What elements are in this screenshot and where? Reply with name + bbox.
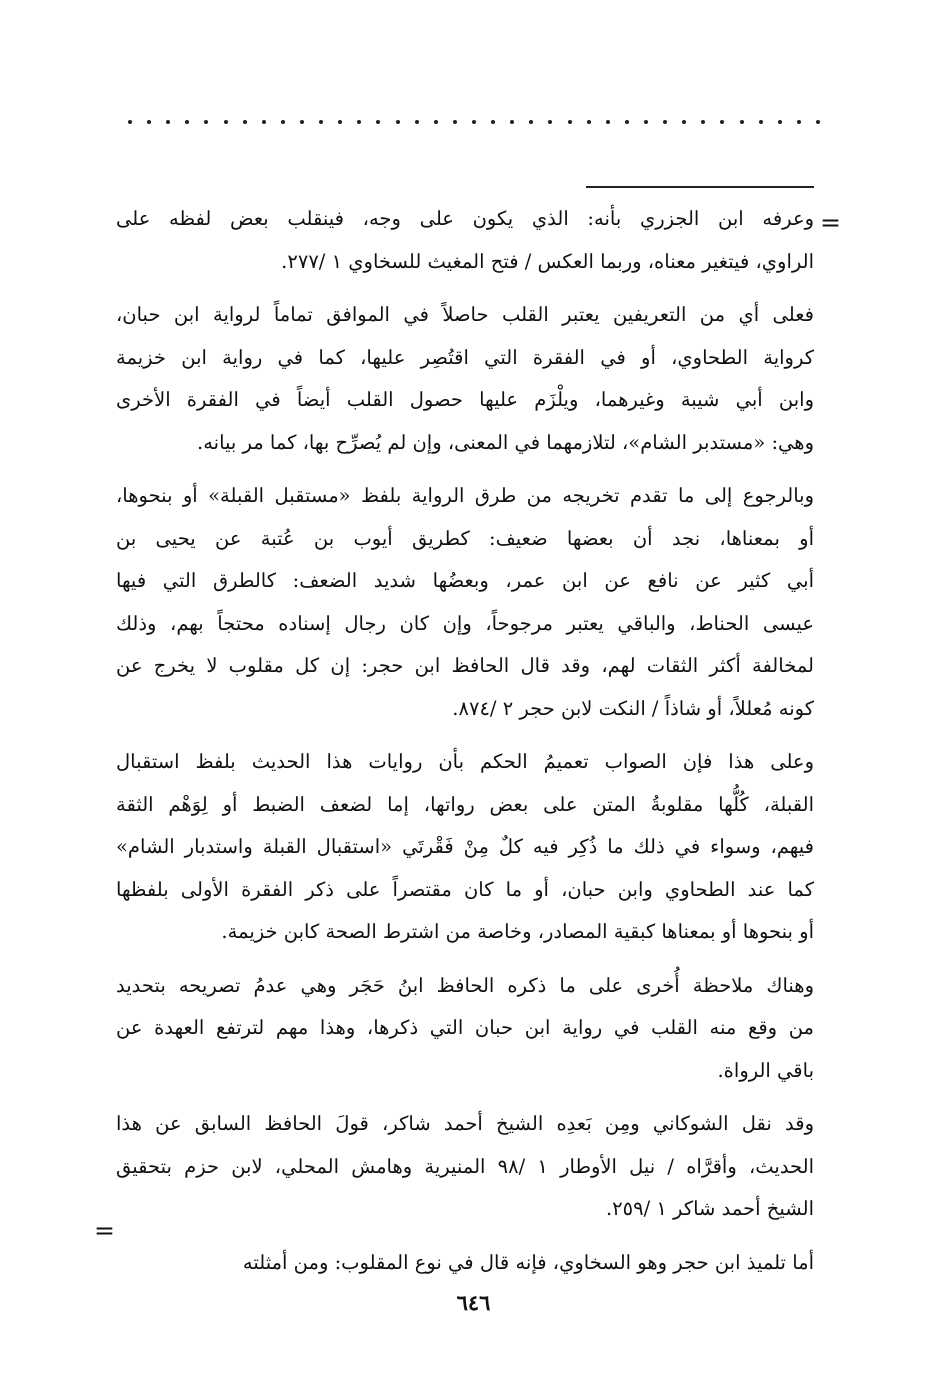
divider-dot bbox=[491, 120, 495, 124]
text-line: كونه مُعللاً، أو شاذاً / النكت لابن حجر ٢ /٨٧٤. bbox=[452, 696, 814, 720]
text-line: كرواية الطحاوي، أو في الفقرة التي اقتُصِر عليها، كما في رواية ابن خزيمة bbox=[116, 345, 814, 369]
divider-dot bbox=[816, 120, 820, 124]
divider-dot bbox=[778, 120, 782, 124]
divider-dot bbox=[644, 120, 648, 124]
text-line: وقد نقل الشوكاني ومِن بَعدِه الشيخ أحمد شاكر، قولَ الحافظ السابق عن هذا bbox=[116, 1112, 814, 1135]
text-line: أما تلميذ ابن حجر وهو السخاوي، فإنه قال في نوع المقلوب: ومن أمثلته bbox=[242, 1250, 814, 1274]
divider-dot bbox=[720, 120, 724, 124]
divider-dot bbox=[759, 120, 763, 124]
text-line: الحديث، وأقرَّاه / نيل الأوطار ١ /٩٨ المنيرية وهامش المحلي، لابن حزم بتحقيق bbox=[116, 1154, 814, 1178]
text-line: وابن أبي شيبة وغيرهما، ويلْزَم عليها حصول القلب أيضاً في الفقرة الأخرى bbox=[116, 388, 814, 411]
divider-dot bbox=[204, 120, 208, 124]
text-line: وهي: «مستدبر الشام»، لتلازمهما في المعنى، وإن لم يُصرِّح بها، كما مر بيانه. bbox=[197, 430, 814, 454]
text-line: وبالرجوع إلى ما تقدم تخريجه من طرق الرواية بلفظ «مستقبل القبلة» أو بنحوها، bbox=[116, 484, 814, 507]
divider-dot bbox=[376, 120, 380, 124]
text-line: فيهم، وسواء في ذلك ما ذُكِر فيه كلٌ مِنْ فَقْرتَي «استقبال القبلة واستدبار الشام» bbox=[116, 835, 814, 858]
text-line: الراوي، فيتغير معناه، وربما العكس / فتح المغيث للسخاوي ١ /٢٧٧. bbox=[281, 249, 814, 273]
page-number: ٦٤٦ bbox=[456, 1290, 491, 1315]
divider-dot bbox=[606, 120, 610, 124]
paragraph bbox=[116, 294, 814, 464]
paragraph bbox=[116, 475, 814, 730]
text-line: فعلى أي من التعريفين يعتبر القلب حاصلاً في الموافق تماماً لرواية ابن حبان، bbox=[116, 303, 814, 326]
divider-dot bbox=[625, 120, 629, 124]
divider-dot bbox=[568, 120, 572, 124]
paragraph bbox=[116, 965, 814, 1093]
text-line: القبلة، كُلُّها مقلوبةُ المتن على بعض رواتها، إما لضعف الضبط أو لِوَهْم الثقة bbox=[116, 792, 814, 816]
page-content bbox=[116, 198, 814, 1295]
divider-dot bbox=[357, 120, 361, 124]
text-line: وعلى هذا فإن الصواب تعميمُ الحكم بأن روايات هذا الحديث بلفظ استقبال bbox=[116, 750, 814, 773]
divider-dot bbox=[128, 120, 132, 124]
text-line: وهناك ملاحظة أُخرى على ما ذكره الحافظ ابنُ حَجَر وهي عدمُ تصريحه بتحديد bbox=[116, 973, 814, 997]
text-line: أبي كثير عن نافع عن ابن عمر، وبعضُها شديد الضعف: كالطرق التي فيها bbox=[116, 569, 814, 592]
paragraph bbox=[116, 1242, 814, 1285]
text-line: لمخالفة أكثر الثقات لهم، وقد قال الحافظ ابن حجر: إن كل مقلوب لا يخرج عن bbox=[116, 654, 814, 677]
text-line: كما عند الطحاوي وابن حبان، أو ما كان مقتصراً على ذكر الفقرة الأولى بلفظها bbox=[116, 877, 814, 901]
divider-dot bbox=[663, 120, 667, 124]
divider-dot bbox=[701, 120, 705, 124]
text-line: عيسى الحناط، والباقي يعتبر مرجوحاً، وإن كان رجال إسناده محتجاً بهم، وذلك bbox=[116, 611, 814, 635]
divider-dot bbox=[338, 120, 342, 124]
divider-dot bbox=[224, 120, 228, 124]
text-line: وعرفه ابن الجزري بأنه: الذي يكون على وجه، فينقلب بعض لفظه على bbox=[116, 207, 814, 230]
divider-dot bbox=[797, 120, 801, 124]
divider-dot bbox=[510, 120, 514, 124]
divider-dot bbox=[262, 120, 266, 124]
text-line: الشيخ أحمد شاكر ١ /٢٥٩. bbox=[605, 1197, 814, 1220]
divider-dot bbox=[529, 120, 533, 124]
divider-dot bbox=[166, 120, 170, 124]
divider-dot bbox=[243, 120, 247, 124]
divider-dot bbox=[740, 120, 744, 124]
continuation-mark-bottom: = bbox=[94, 1216, 115, 1245]
divider-dot bbox=[396, 120, 400, 124]
divider-dot bbox=[434, 120, 438, 124]
divider-dot bbox=[147, 120, 151, 124]
text-line: أو بمعناها، نجد أن بعضها ضعيف: كطريق أيوب بن عُتبة عن يحيى بن bbox=[116, 526, 814, 550]
text-line: باقي الرواة. bbox=[717, 1058, 814, 1082]
continuation-mark-top: = bbox=[820, 208, 841, 237]
divider-dot bbox=[682, 120, 686, 124]
text-line: أو بنحوها أو بمعناها كبقية المصادر، وخاصة من اشترط الصحة كابن خزيمة. bbox=[221, 920, 814, 943]
paragraph bbox=[116, 198, 814, 283]
divider-dot bbox=[300, 120, 304, 124]
paragraph bbox=[116, 741, 814, 954]
divider-dot bbox=[319, 120, 323, 124]
divider-dot bbox=[453, 120, 457, 124]
divider-dot bbox=[415, 120, 419, 124]
divider-dot bbox=[281, 120, 285, 124]
divider-dot bbox=[472, 120, 476, 124]
text-line: من وقع منه القلب في رواية ابن حبان التي ذكرها، وهذا مهم لترتفع العهدة عن bbox=[116, 1016, 814, 1039]
dotted-divider bbox=[128, 112, 820, 132]
divider-dot bbox=[185, 120, 189, 124]
footnote-separator bbox=[586, 186, 814, 188]
divider-dot bbox=[587, 120, 591, 124]
divider-dot bbox=[548, 120, 552, 124]
paragraph bbox=[116, 1103, 814, 1231]
